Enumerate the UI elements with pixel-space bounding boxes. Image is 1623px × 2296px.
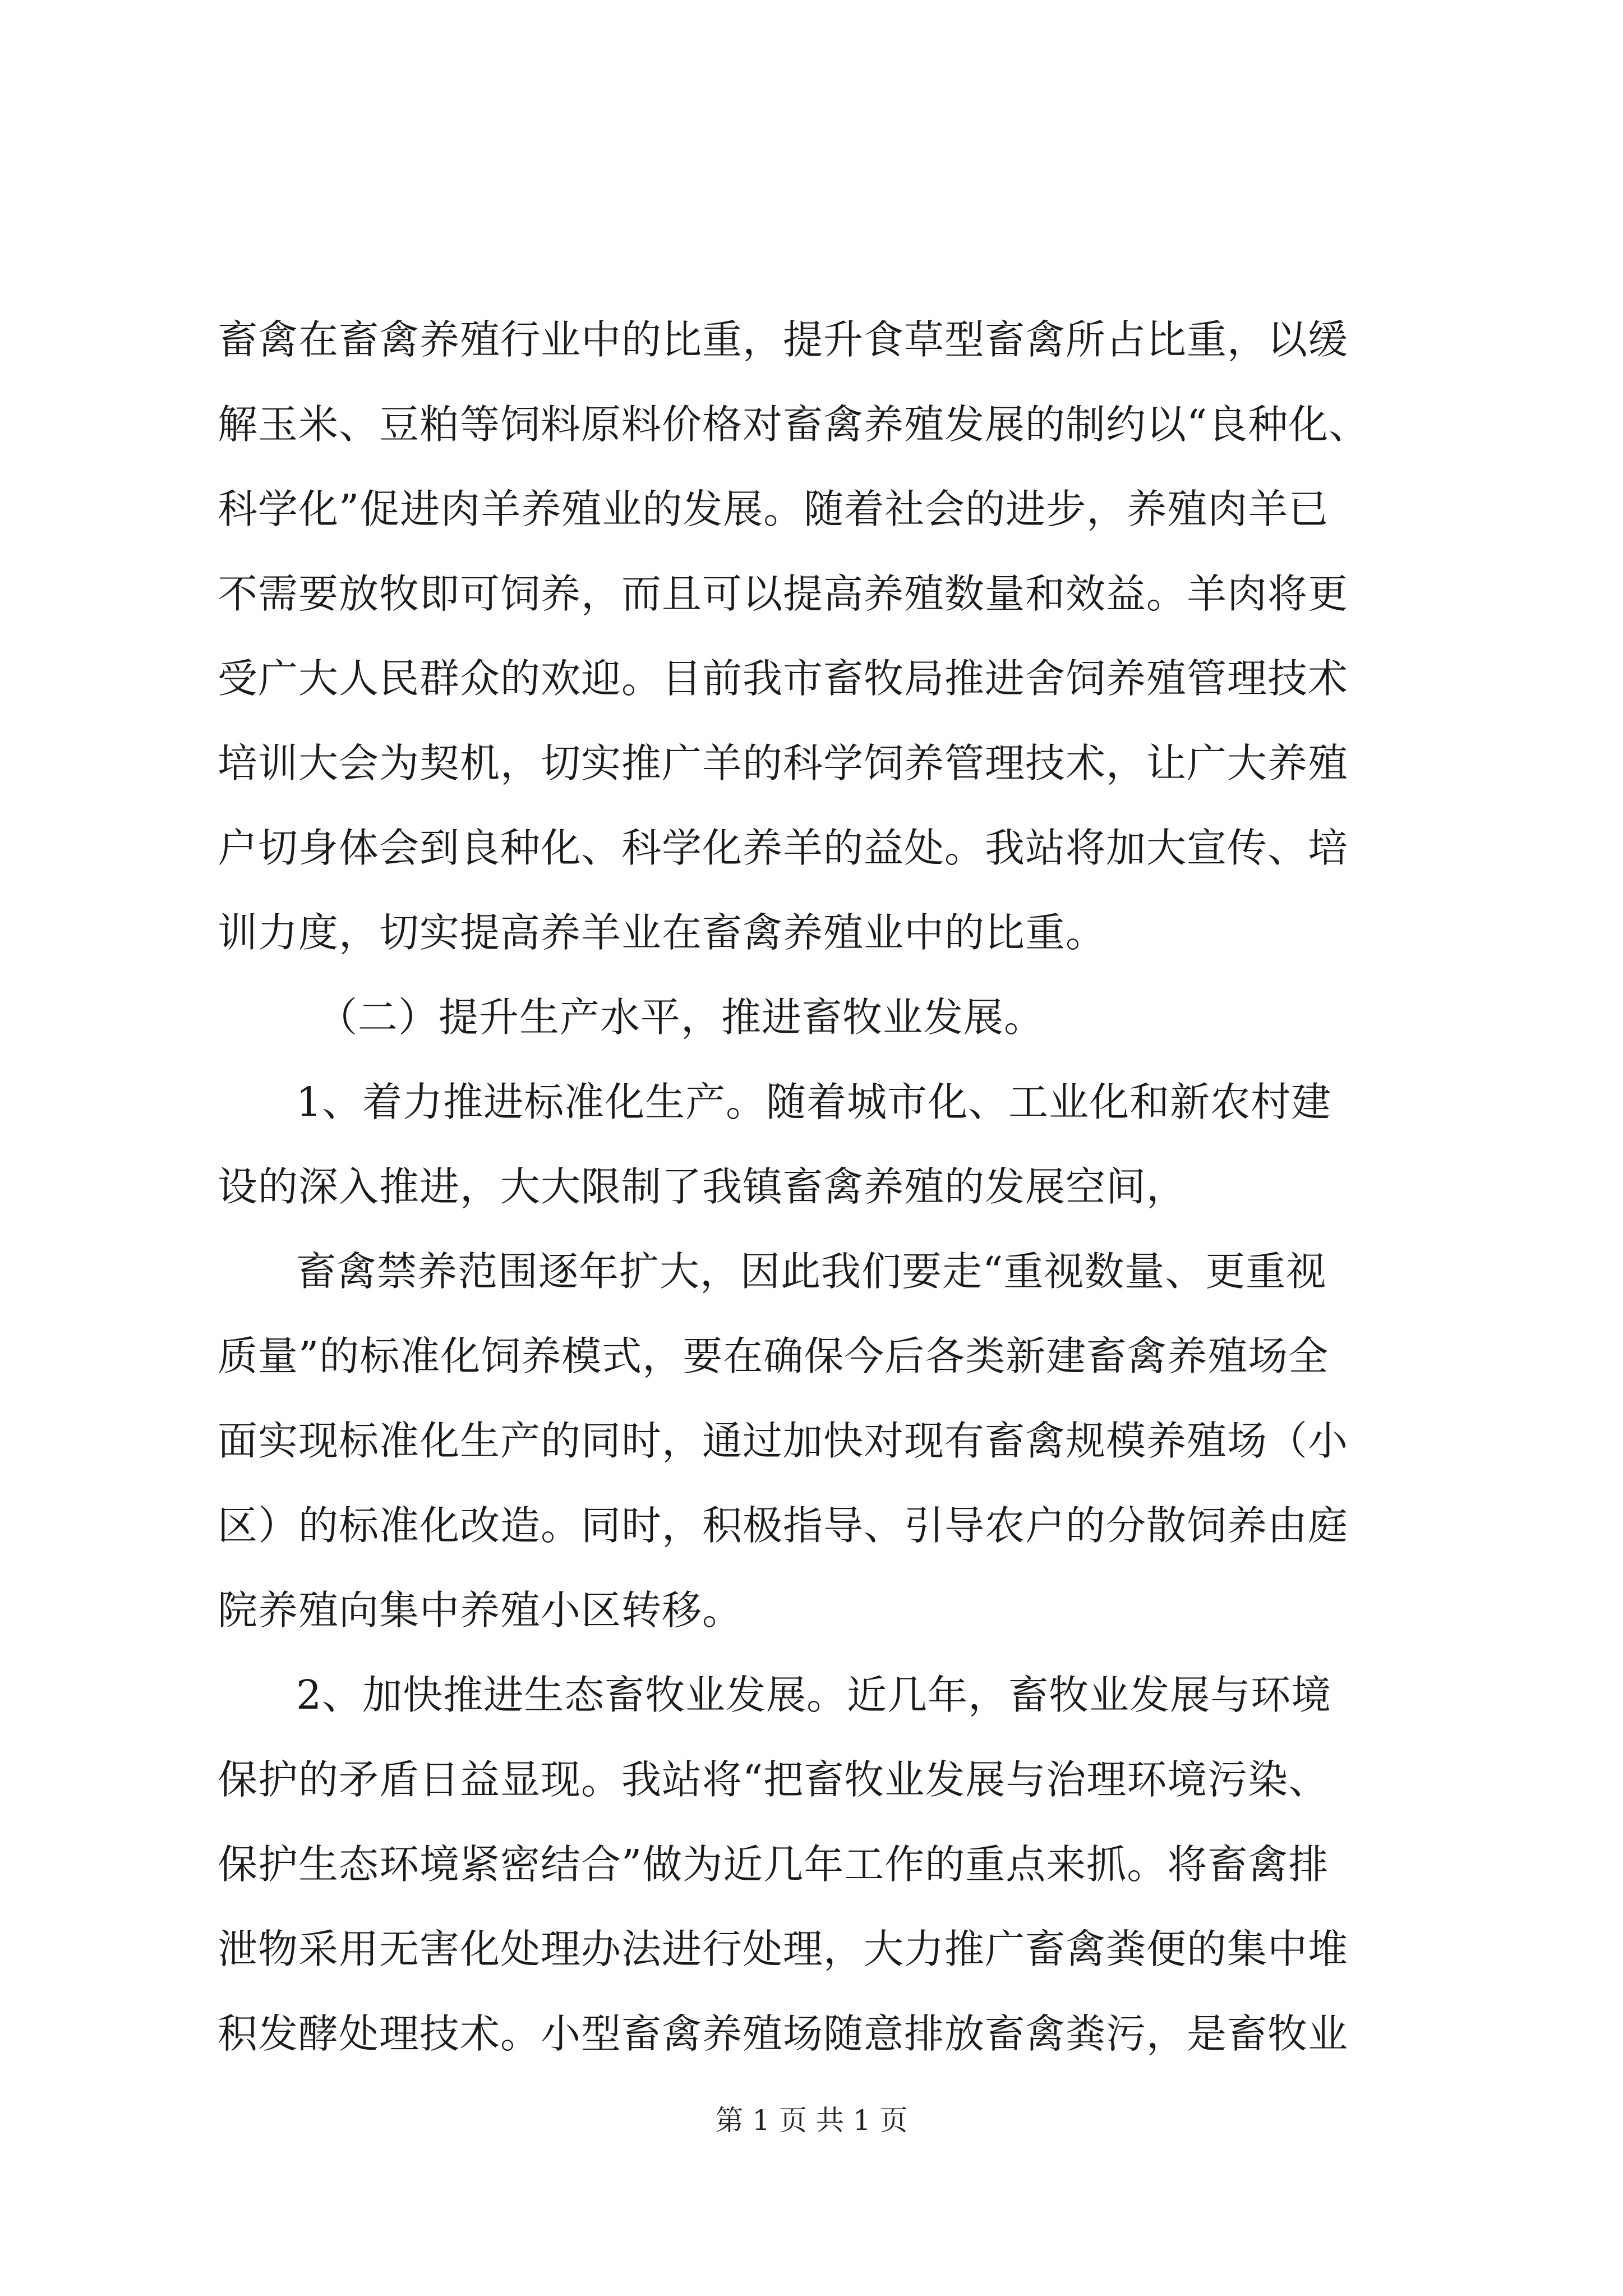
text-line: 畜禽禁养范围逐年扩大，因此我们要走“重视数量、更重视 <box>296 1248 1327 1295</box>
text-line: 训力度，切实提高养羊业在畜禽养殖业中的比重。 <box>218 909 1106 956</box>
text-line: 积发酵处理技术。小型畜禽养殖场随意排放畜禽粪污，是畜牧业 <box>218 2010 1349 2057</box>
text-line: 设的深入推进，大大限制了我镇畜禽养殖的发展空间， <box>218 1163 1187 1210</box>
text-line: 保护生态环境紧密结合”做为近几年工作的重点来抓。将畜禽排 <box>218 1841 1329 1888</box>
text-line: 保护的矛盾日益显现。我站将“把畜牧业发展与治理环境污染、 <box>218 1756 1329 1803</box>
text-line: 面实现标准化生产的同时，通过加快对现有畜禽规模养殖场（小 <box>218 1418 1349 1464</box>
text-line: 畜禽在畜禽养殖行业中的比重，提升食草型畜禽所占比重，以缓 <box>218 316 1349 363</box>
text-line: 户切身体会到良种化、科学化养羊的益处。我站将加大宣传、培 <box>218 825 1349 871</box>
text-line: 泄物采用无害化处理办法进行处理，大力推广畜禽粪便的集中堆 <box>218 1926 1349 1972</box>
text-line: 解玉米、豆粕等饲料原料价格对畜禽养殖发展的制约以“良种化、 <box>218 401 1370 448</box>
text-line: 科学化”促进肉羊养殖业的发展。随着社会的进步，养殖肉羊已 <box>218 486 1329 532</box>
text-line: 受广大人民群众的欢迎。目前我市畜牧局推进舍饲养殖管理技术 <box>218 655 1349 702</box>
text-line: 培训大会为契机，切实推广羊的科学饲养管理技术，让广大养殖 <box>218 740 1349 786</box>
section-heading: （二）提升生产水平，推进畜牧业发展。 <box>317 994 1045 1041</box>
text-line: 质量”的标准化饲养模式，要在确保今后各类新建畜禽养殖场全 <box>218 1333 1329 1379</box>
text-line: 1、着力推进标准化生产。随着城市化、工业化和新农村建 <box>296 1079 1332 1125</box>
text-line: 院养殖向集中养殖小区转移。 <box>218 1587 743 1634</box>
text-line: 2、加快推进生态畜牧业发展。近几年，畜牧业发展与环境 <box>296 1672 1332 1718</box>
text-line: 不需要放牧即可饲养，而且可以提高养殖数量和效益。羊肉将更 <box>218 570 1349 617</box>
page-footer: 第 1 页 共 1 页 <box>715 2104 908 2137</box>
document-body <box>218 297 1423 2076</box>
text-line: 区）的标准化改造。同时，积极指导、引导农户的分散饲养由庭 <box>218 1502 1349 1549</box>
